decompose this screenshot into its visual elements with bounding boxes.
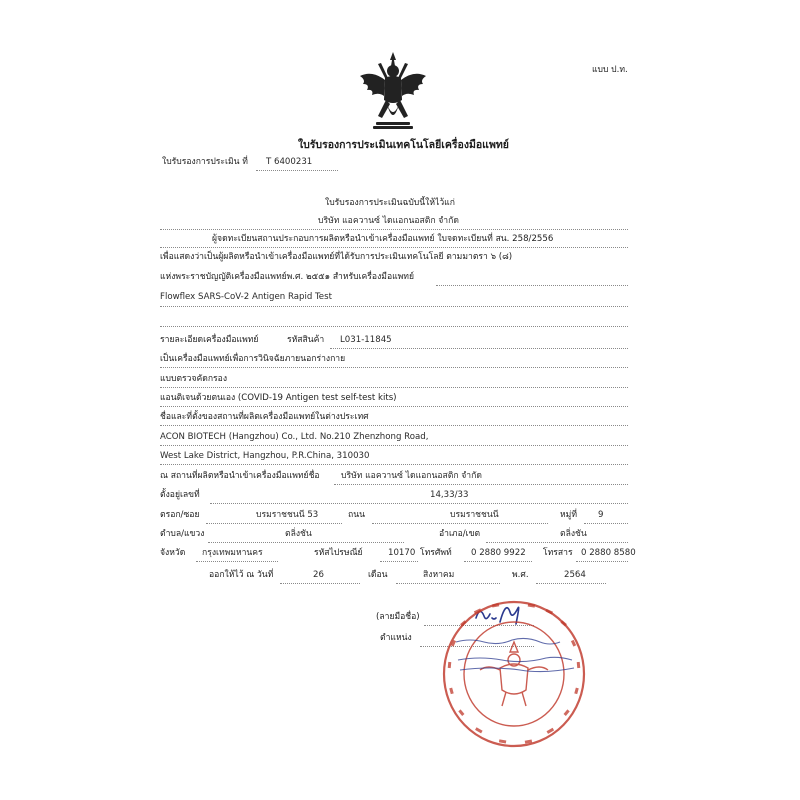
position-label: ตำแหน่ง	[380, 633, 412, 643]
phone-dotline	[464, 561, 532, 562]
issue-day-value: 26	[313, 570, 324, 580]
soi-label: ตรอก/ซอย	[160, 510, 200, 520]
fax-label: โทรสาร	[543, 548, 573, 558]
form-code: แบบ ป.ท.	[592, 65, 628, 75]
garuda-emblem-icon	[356, 50, 430, 132]
signature-label: (ลายมือชื่อ)	[376, 612, 420, 622]
manufacturer-label: ชื่อและที่ตั้งของสถานที่ผลิตเครื่องมือแพทย์ในต่างประเทศ	[160, 412, 369, 422]
moo-label: หมู่ที่	[560, 510, 577, 520]
statement-dotline-3	[436, 285, 628, 286]
province-label: จังหวัด	[160, 548, 186, 558]
tambon-label: ตำบล/แขวง	[160, 529, 205, 539]
details-line-2: เป็นเครื่องมือแพทย์เพื่อการวินิจฉัยภายนอกร่างกาย	[160, 354, 346, 364]
cert-number-dotline	[256, 170, 338, 171]
statement-line-2: เพื่อแสดงว่าเป็นผู้ผลิตหรือนำเข้าเครื่องมือแพทย์ที่ได้รับการประเมินเทคโนโลยี ตามมาตรา ๖ (๘)	[160, 252, 513, 262]
phone-value: 0 2880 9922	[471, 548, 526, 558]
manufacturer-dotline-1	[160, 445, 628, 446]
moo-dotline	[584, 523, 628, 524]
site-label: ณ สถานที่ผลิตหรือนำเข้าเครื่องมือแพทย์ชื่อ	[160, 471, 320, 481]
road-label: ถนน	[348, 510, 365, 520]
soi-dotline	[206, 523, 342, 524]
tambon-dotline	[208, 542, 404, 543]
device-name: Flowflex SARS-CoV-2 Antigen Rapid Test	[160, 292, 332, 302]
fax-value: 0 2880 8580	[581, 548, 636, 558]
site-dotline	[334, 484, 628, 485]
company-dotline	[160, 229, 628, 230]
manufacturer-dotline-2	[160, 464, 628, 465]
statement-line-1: ผู้จดทะเบียนสถานประกอบการผลิตหรือนำเข้าเครื่องมือแพทย์ ใบจดทะเบียนที่ สน. 258/2556	[212, 234, 554, 244]
phone-label: โทรศัพท์	[420, 548, 452, 558]
issue-month-dotline	[396, 583, 500, 584]
details-label: รายละเอียดเครื่องมือแพทย์	[160, 335, 259, 345]
issue-year-label: พ.ศ.	[512, 570, 529, 580]
device-dotline-1	[160, 306, 628, 307]
tambon-value: ตลิ่งชัน	[285, 529, 312, 539]
cert-number-label: ใบรับรองการประเมิน ที่	[162, 157, 248, 167]
official-seal-icon	[440, 598, 588, 750]
address-no-value: 14,33/33	[430, 490, 469, 500]
province-value: กรุงเทพมหานคร	[202, 548, 263, 558]
product-code-label: รหัสสินค้า	[287, 335, 325, 345]
address-no-label: ตั้งอยู่เลขที่	[160, 490, 200, 500]
details-line-3: แบบตรวจคัดกรอง	[160, 374, 228, 384]
device-dotline-2	[160, 326, 628, 327]
page-title: ใบรับรองการประเมินเทคโนโลยีเครื่องมือแพทย์	[298, 139, 509, 151]
road-value: บรมราชชนนี	[450, 510, 499, 520]
site-value: บริษัท แอควานซ์ ไดแอกนอสติก จำกัด	[341, 471, 482, 481]
amphoe-dotline	[486, 542, 628, 543]
manufacturer-dotline-0	[160, 425, 628, 426]
issue-year-dotline	[536, 583, 606, 584]
amphoe-label: อำเภอ/เขต	[439, 529, 481, 539]
statement-line-3: แห่งพระราชบัญญัติเครื่องมือแพทย์พ.ศ. ๒๕๕๑ สำหรับเครื่องมือแพทย์	[160, 272, 415, 282]
company-name: บริษัท แอควานซ์ ไดแอกนอสติก จำกัด	[318, 216, 459, 226]
fax-dotline	[576, 561, 628, 562]
details-line-4: แอนติเจนด้วยตนเอง (COVID-19 Antigen test self-test kits)	[160, 393, 397, 403]
details-dotline-3	[160, 387, 628, 388]
cert-number-value: T 6400231	[266, 157, 313, 167]
province-dotline	[196, 561, 278, 562]
details-dotline-1	[330, 348, 628, 349]
soi-value: บรมราชชนนี 53	[256, 510, 319, 520]
postcode-dotline	[380, 561, 418, 562]
postcode-value: 10170	[388, 548, 416, 558]
details-dotline-4	[160, 406, 628, 407]
issue-month-label: เดือน	[368, 570, 388, 580]
manufacturer-line-1: ACON BIOTECH (Hangzhou) Co., Ltd. No.210 Zhenzhong Road,	[160, 432, 429, 442]
product-code-value: L031-11845	[340, 335, 392, 345]
manufacturer-line-2: West Lake District, Hangzhou, P.R.China, 310030	[160, 451, 370, 461]
road-dotline	[372, 523, 548, 524]
statement-dotline-1	[160, 247, 628, 248]
issue-day-dotline	[280, 583, 360, 584]
issue-month-value: สิงหาคม	[423, 570, 455, 580]
issue-date-label: ออกให้ไว้ ณ วันที่	[209, 570, 274, 580]
moo-value: 9	[598, 510, 604, 520]
details-dotline-2	[160, 367, 628, 368]
amphoe-value: ตลิ่งชัน	[560, 529, 587, 539]
issued-to-label: ใบรับรองการประเมินฉบับนี้ให้ไว้แก่	[325, 198, 455, 208]
postcode-label: รหัสไปรษณีย์	[314, 548, 363, 558]
address-no-dotline	[210, 503, 628, 504]
issue-year-value: 2564	[564, 570, 586, 580]
